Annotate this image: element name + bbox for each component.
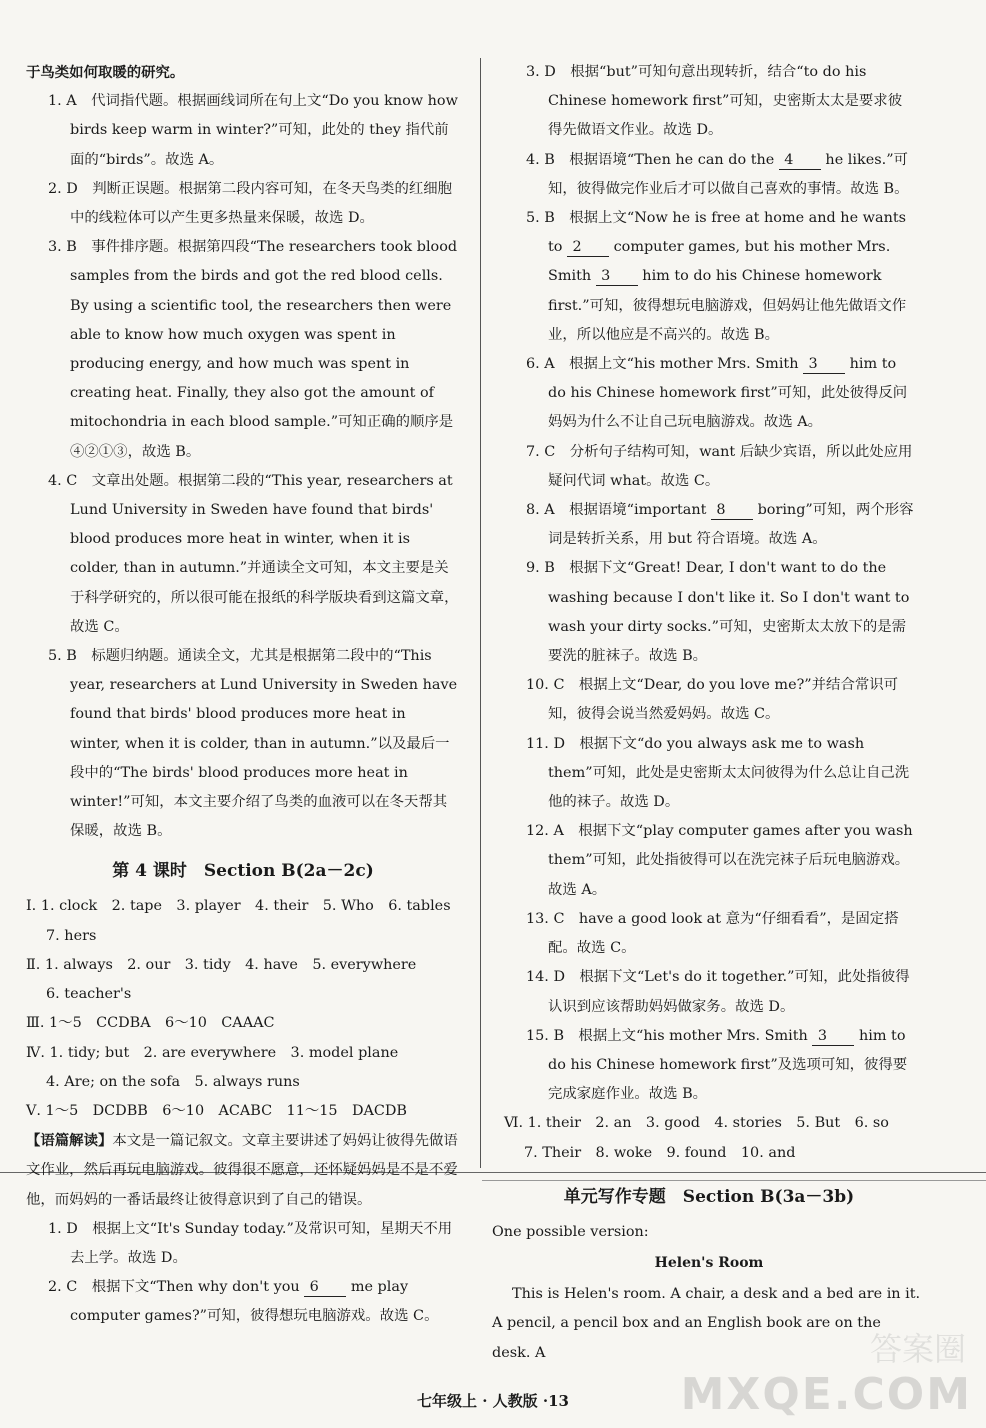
- answer-2: 2. D 判断正误题。根据第二段内容可知，在冬天鸟类的红细胞中的线粒体可以产生更多热量来保暖，故选 D。: [48, 180, 453, 227]
- left-column: [26, 58, 460, 1332]
- passage-answer-11: 11. D 根据下文“do you always ask me to wash them”可知，此处是史密斯太太问彼得为什么总让自己洗他的袜子。故选 D。: [526, 735, 910, 811]
- watermark: MXQE.COM: [680, 1369, 972, 1420]
- passage-answer-13: 13. C have a good look at 意为“仔细看看”，是固定搭配。故选 C。: [526, 910, 899, 957]
- passage-answer-5: [504, 204, 914, 350]
- exercise-4: Ⅳ. 1. tidy; but 2. are everywhere 3. model plane: [26, 1044, 399, 1061]
- exercise-4-cont: 4. Are; on the sofa 5. always runs: [46, 1073, 300, 1090]
- article-title: Helen's Room: [654, 1254, 764, 1271]
- passage-answer-9: 9. B 根据下文“Great! Dear, I don't want to do the washing because I don't like it. So I don't want to wash your dirty socks.”可知，史密斯太太放下的是需要洗的脏袜子。故选 B。: [526, 560, 910, 665]
- blank-8: 8: [711, 501, 753, 520]
- answer-4: 4. C 文章出处题。根据第二段的“This year, researchers at Lund University in Sweden have found that birds' blood produces more heat in winter, when it is colder, than in autumn.”并通读全文可知，本文主要是关于科学研究的，所以很可能在报纸的科学版块看到这篇文章，故选 C。: [48, 472, 459, 635]
- answer-1: 1. A 代词指代题。根据画线词所在句上文“Do you know how birds keep warm in winter?”可知，此处的 they 指代前面的“birds”。故选 A。: [48, 93, 458, 168]
- passage-answer-10: 10. C 根据上文“Dear, do you love me?”并结合常识可知，彼得会说当然爱妈妈。故选 C。: [526, 677, 899, 723]
- possible-version: One possible version:: [492, 1223, 649, 1240]
- reading-analysis: [26, 1126, 460, 1215]
- q2-post: me play computer games?”可知，彼得想玩电脑游戏。故选 C。: [70, 1279, 439, 1325]
- blank-6: 6: [304, 1278, 346, 1297]
- r5-pre: 5. B 根据上文“Now he is free at home and he wants to: [526, 210, 907, 256]
- r6-post: him to do his Chinese homework first”可知，此处彼得反问妈妈为什么不让自己玩电脑游戏。故选 A。: [548, 356, 908, 431]
- blank-3b: 3: [803, 355, 845, 374]
- article-text: This is Helen's room. A chair, a desk and a bed are in it. A pencil, a pencil box and an English book are on the desk. A: [492, 1286, 921, 1361]
- exercise-3: Ⅲ. 1～5 CCDBA 6～10 CAAAC: [26, 1015, 275, 1032]
- exercise-6-cont: 7. Their 8. woke 9. found 10. and: [524, 1144, 796, 1161]
- r4-post: he likes.”可知，彼得做完作业后才可以做自己喜欢的事情。故选 B。: [548, 151, 909, 197]
- r4-pre: 4. B 根据语境“Then he can do the: [526, 151, 779, 168]
- exercise-6: Ⅵ. 1. their 2. an 3. good 4. stories 5. But 6. so: [504, 1115, 889, 1132]
- lesson-title: 第 4 课时 Section B(2a－2c): [112, 861, 374, 882]
- column-divider: [480, 58, 481, 1168]
- r5-post: him to do his Chinese homework first.”可知，彼得想玩电脑游戏，但妈妈让他先做语文作业，所以他应是不高兴的。故选 B。: [548, 268, 907, 343]
- exercise-1-cont: 7. hers: [46, 927, 97, 944]
- passage-answer-8: [504, 496, 914, 554]
- r8-post: boring”可知，两个形容词是转折关系，用 but 符合语境。故选 A。: [548, 502, 914, 548]
- passage-answer-12: 12. A 根据下文“play computer games after you wash them”可知，此处指彼得可以在洗完袜子后玩电脑游戏。故选 A。: [526, 823, 913, 898]
- intro-tail: 于鸟类如何取暖的研究。: [26, 64, 185, 81]
- exercise-1: Ⅰ. 1. clock 2. tape 3. player 4. their 5. Who 6. tables: [26, 898, 451, 915]
- answer-3: 3. B 事件排序题。根据第四段“The researchers took blood samples from the birds and got the red blood cells. By using a scientific tool, the researchers then were able to know how much oxygen was spent in producing energy, and how much was spent in creating heat. Finally, they also got the amount of mitochondria in each blood sample.”可知正确的顺序是④②①③，故选 B。: [48, 239, 458, 460]
- passage-answer-2: [26, 1273, 460, 1331]
- blank-2: 2: [567, 238, 609, 257]
- r15-pre: 15. B 根据上文“his mother Mrs. Smith: [526, 1027, 813, 1044]
- r6-pre: 6. A 根据上文“his mother Mrs. Smith: [526, 356, 804, 373]
- page-footer: 七年级上 · 人教版 ·13: [417, 1392, 569, 1410]
- blank-3c: 3: [812, 1027, 854, 1046]
- blank-3: 3: [596, 267, 638, 286]
- reading-text: 本文是一篇记叙文。文章主要讲述了妈妈让彼得先做语文作业，然后再玩电脑游戏。彼得很不愿意，还怀疑妈妈是不是不爱他，而妈妈的一番话最终让彼得意识到了自己的错误。: [26, 1133, 458, 1208]
- exercise-2: Ⅱ. 1. always 2. our 3. tidy 4. have 5. everywhere: [26, 956, 417, 973]
- watermark-cn: 答案圈: [869, 1330, 966, 1368]
- exercise-5: Ⅴ. 1～5 DCDBB 6～10 ACABC 11～15 DACDB: [26, 1102, 408, 1119]
- passage-answer-4: [504, 146, 914, 204]
- writing-title: 单元写作专题 Section B(3a－3b): [563, 1186, 855, 1207]
- passage-answer-1: 1. D 根据上文“It's Sunday today.”及常识可知，星期天不用去上学。故选 D。: [48, 1220, 453, 1266]
- answer-5: 5. B 标题归纳题。通读全文，尤其是根据第二段中的“This year, researchers at Lund University in Sweden have found that birds' blood produces more heat in winter, when it is colder, than in autumn.”以及最后一段中的“The birds' blood produces more heat in winter!”可知，本文主要介绍了鸟类的血液可以在冬天帮其保暖，故选 B。: [48, 648, 458, 840]
- r5-mid: computer games, but his mother Mrs. Smith: [548, 239, 891, 285]
- passage-answer-3: 3. D 根据“but”可知句意出现转折，结合“to do his Chinese homework first”可知，史密斯太太是要求彼得先做语文作业。故选 D。: [526, 64, 903, 139]
- blank-4: 4: [779, 151, 821, 170]
- r8-pre: 8. A 根据语境“important: [526, 502, 711, 519]
- passage-answer-15: [504, 1022, 914, 1110]
- passage-answer-6: [504, 350, 914, 438]
- passage-answer-7: 7. C 分析句子结构可知，want 后缺少宾语，所以此处应用疑问代词 what。故选 C。: [526, 443, 913, 489]
- r15-post: him to do his Chinese homework first”及选项可知，彼得要完成家庭作业。故选 B。: [548, 1027, 908, 1103]
- passage-answer-14: 14. D 根据下文“Let's do it together.”可知，此处指彼得认识到应该帮助妈妈做家务。故选 D。: [526, 969, 910, 1015]
- q2-pre: 2. C 根据下文“Then why don't you: [48, 1279, 305, 1296]
- reading-label: 【语篇解读】: [26, 1132, 113, 1150]
- exercise-2-cont: 6. teacher's: [46, 986, 132, 1003]
